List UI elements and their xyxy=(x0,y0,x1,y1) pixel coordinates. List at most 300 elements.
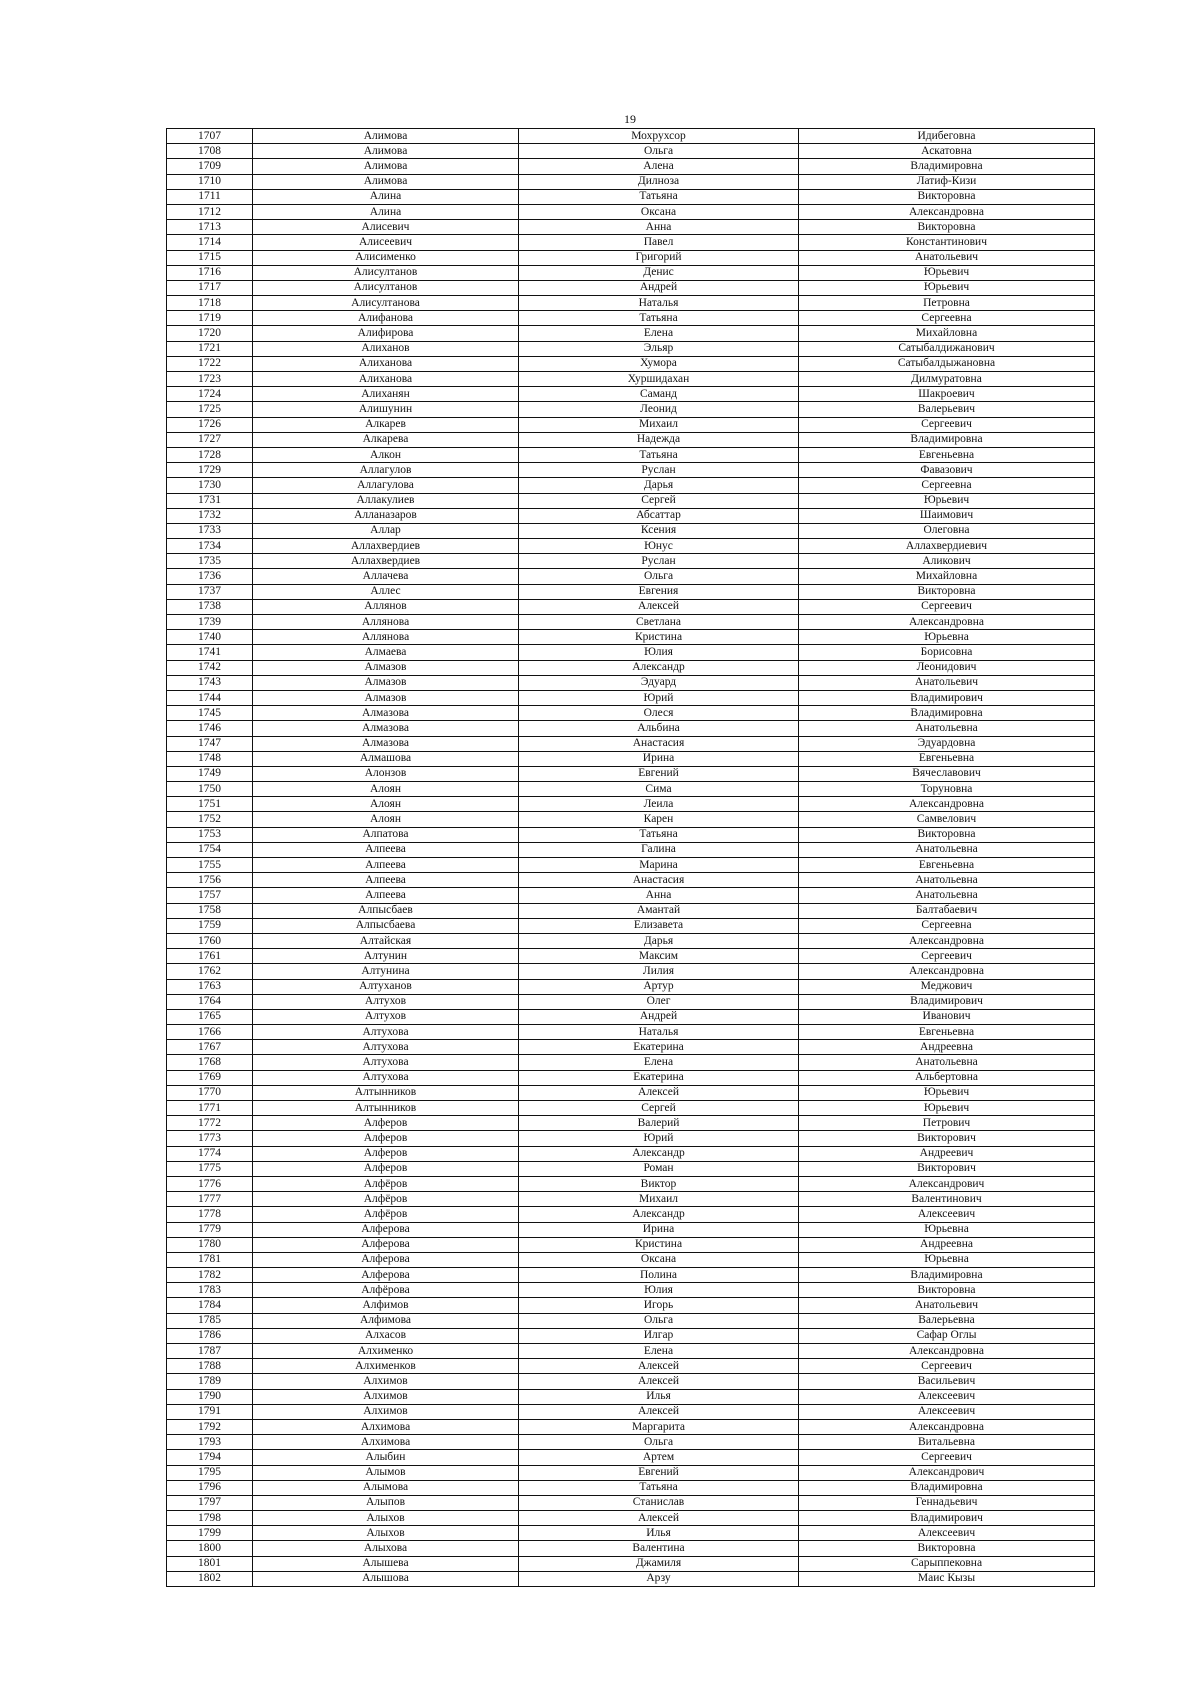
last-name-cell: Алланазаров xyxy=(253,508,519,523)
first-name-cell: Роман xyxy=(519,1161,799,1176)
last-name-cell: Алишунин xyxy=(253,402,519,417)
last-name-cell: Алферова xyxy=(253,1222,519,1237)
row-number-cell: 1732 xyxy=(167,508,253,523)
patronymic-cell: Анатольевна xyxy=(799,873,1095,888)
patronymic-cell: Александровна xyxy=(799,797,1095,812)
first-name-cell: Хуршидахан xyxy=(519,372,799,387)
patronymic-cell: Алексеевич xyxy=(799,1404,1095,1419)
table-row xyxy=(167,751,1095,766)
first-name-cell: Ольга xyxy=(519,144,799,159)
table-row xyxy=(167,1313,1095,1328)
table-row xyxy=(167,417,1095,432)
patronymic-cell: Викторович xyxy=(799,1161,1095,1176)
last-name-cell: Алферова xyxy=(253,1252,519,1267)
table-row xyxy=(167,1192,1095,1207)
last-name-cell: Алфёров xyxy=(253,1207,519,1222)
first-name-cell: Денис xyxy=(519,265,799,280)
row-number-cell: 1708 xyxy=(167,144,253,159)
first-name-cell: Полина xyxy=(519,1268,799,1283)
row-number-cell: 1759 xyxy=(167,918,253,933)
row-number-cell: 1720 xyxy=(167,326,253,341)
row-number-cell: 1753 xyxy=(167,827,253,842)
patronymic-cell: Юрьевич xyxy=(799,1085,1095,1100)
first-name-cell: Александр xyxy=(519,660,799,675)
last-name-cell: Алмазова xyxy=(253,736,519,751)
row-number-cell: 1778 xyxy=(167,1207,253,1222)
row-number-cell: 1800 xyxy=(167,1541,253,1556)
row-number-cell: 1779 xyxy=(167,1222,253,1237)
table-row xyxy=(167,797,1095,812)
row-number-cell: 1729 xyxy=(167,463,253,478)
registry-table xyxy=(166,128,1095,1587)
patronymic-cell: Аллахвердиевич xyxy=(799,539,1095,554)
first-name-cell: Маргарита xyxy=(519,1419,799,1434)
first-name-cell: Валерий xyxy=(519,1116,799,1131)
last-name-cell: Аллагулов xyxy=(253,463,519,478)
row-number-cell: 1765 xyxy=(167,1009,253,1024)
row-number-cell: 1719 xyxy=(167,311,253,326)
patronymic-cell: Самвелович xyxy=(799,812,1095,827)
table-row xyxy=(167,1541,1095,1556)
first-name-cell: Артем xyxy=(519,1450,799,1465)
table-row xyxy=(167,326,1095,341)
first-name-cell: Михаил xyxy=(519,1192,799,1207)
patronymic-cell: Анатольевич xyxy=(799,1298,1095,1313)
last-name-cell: Алыхов xyxy=(253,1511,519,1526)
row-number-cell: 1726 xyxy=(167,417,253,432)
last-name-cell: Алферова xyxy=(253,1237,519,1252)
table-row xyxy=(167,1571,1095,1586)
patronymic-cell: Анатольевич xyxy=(799,250,1095,265)
table-row xyxy=(167,554,1095,569)
last-name-cell: Алхимов xyxy=(253,1374,519,1389)
patronymic-cell: Торуновна xyxy=(799,782,1095,797)
first-name-cell: Альбина xyxy=(519,721,799,736)
last-name-cell: Алыхов xyxy=(253,1526,519,1541)
row-number-cell: 1770 xyxy=(167,1085,253,1100)
first-name-cell: Ольга xyxy=(519,569,799,584)
table-row xyxy=(167,766,1095,781)
patronymic-cell: Юрьевна xyxy=(799,630,1095,645)
table-row xyxy=(167,873,1095,888)
patronymic-cell: Владимировна xyxy=(799,432,1095,447)
row-number-cell: 1767 xyxy=(167,1040,253,1055)
table-row xyxy=(167,1480,1095,1495)
patronymic-cell: Сатыбалдыжановна xyxy=(799,356,1095,371)
last-name-cell: Алхасов xyxy=(253,1328,519,1343)
patronymic-cell: Леонидович xyxy=(799,660,1095,675)
table-row xyxy=(167,1419,1095,1434)
patronymic-cell: Сергеевич xyxy=(799,1359,1095,1374)
first-name-cell: Елена xyxy=(519,1055,799,1070)
table-row xyxy=(167,1298,1095,1313)
row-number-cell: 1715 xyxy=(167,250,253,265)
row-number-cell: 1761 xyxy=(167,949,253,964)
patronymic-cell: Сергеевич xyxy=(799,1450,1095,1465)
patronymic-cell: Андреевич xyxy=(799,1146,1095,1161)
table-row xyxy=(167,478,1095,493)
last-name-cell: Алоян xyxy=(253,797,519,812)
table-row xyxy=(167,508,1095,523)
last-name-cell: Алтухов xyxy=(253,994,519,1009)
row-number-cell: 1756 xyxy=(167,873,253,888)
patronymic-cell: Сергеевна xyxy=(799,311,1095,326)
patronymic-cell: Евгеньевна xyxy=(799,1025,1095,1040)
last-name-cell: Алоян xyxy=(253,782,519,797)
table-row xyxy=(167,1252,1095,1267)
row-number-cell: 1771 xyxy=(167,1101,253,1116)
first-name-cell: Наталья xyxy=(519,296,799,311)
first-name-cell: Татьяна xyxy=(519,827,799,842)
last-name-cell: Алферов xyxy=(253,1116,519,1131)
last-name-cell: Алимова xyxy=(253,174,519,189)
table-row xyxy=(167,1131,1095,1146)
patronymic-cell: Петровна xyxy=(799,296,1095,311)
row-number-cell: 1737 xyxy=(167,584,253,599)
table-row xyxy=(167,311,1095,326)
row-number-cell: 1802 xyxy=(167,1571,253,1586)
row-number-cell: 1745 xyxy=(167,706,253,721)
row-number-cell: 1712 xyxy=(167,204,253,219)
first-name-cell: Анастасия xyxy=(519,736,799,751)
row-number-cell: 1793 xyxy=(167,1435,253,1450)
table-row xyxy=(167,903,1095,918)
last-name-cell: Алхимов xyxy=(253,1404,519,1419)
table-row xyxy=(167,280,1095,295)
patronymic-cell: Аликович xyxy=(799,554,1095,569)
row-number-cell: 1776 xyxy=(167,1176,253,1191)
first-name-cell: Елизавета xyxy=(519,918,799,933)
row-number-cell: 1716 xyxy=(167,265,253,280)
first-name-cell: Анна xyxy=(519,220,799,235)
first-name-cell: Татьяна xyxy=(519,189,799,204)
last-name-cell: Алышова xyxy=(253,1571,519,1586)
table-row xyxy=(167,174,1095,189)
last-name-cell: Алиханов xyxy=(253,341,519,356)
last-name-cell: Алфёров xyxy=(253,1192,519,1207)
last-name-cell: Алтухов xyxy=(253,1009,519,1024)
patronymic-cell: Александровна xyxy=(799,1344,1095,1359)
last-name-cell: Алыпов xyxy=(253,1495,519,1510)
last-name-cell: Алимова xyxy=(253,159,519,174)
last-name-cell: Алисултанов xyxy=(253,265,519,280)
last-name-cell: Алтайская xyxy=(253,933,519,948)
row-number-cell: 1786 xyxy=(167,1328,253,1343)
first-name-cell: Дарья xyxy=(519,478,799,493)
table-row xyxy=(167,539,1095,554)
table-row xyxy=(167,1450,1095,1465)
table-row xyxy=(167,1025,1095,1040)
last-name-cell: Алфимов xyxy=(253,1298,519,1313)
page-number: 19 xyxy=(624,112,636,126)
first-name-cell: Екатерина xyxy=(519,1070,799,1085)
table-row xyxy=(167,296,1095,311)
table-row xyxy=(167,1344,1095,1359)
row-number-cell: 1734 xyxy=(167,539,253,554)
first-name-cell: Евгений xyxy=(519,1465,799,1480)
table-row xyxy=(167,660,1095,675)
last-name-cell: Алпеева xyxy=(253,842,519,857)
last-name-cell: Алмазова xyxy=(253,721,519,736)
patronymic-cell: Сергеевич xyxy=(799,599,1095,614)
first-name-cell: Мохрухсор xyxy=(519,129,799,144)
row-number-cell: 1741 xyxy=(167,645,253,660)
row-number-cell: 1707 xyxy=(167,129,253,144)
patronymic-cell: Евгеньевна xyxy=(799,751,1095,766)
table-row xyxy=(167,979,1095,994)
patronymic-cell: Анатольевна xyxy=(799,888,1095,903)
table-row xyxy=(167,447,1095,462)
patronymic-cell: Маис Кызы xyxy=(799,1571,1095,1586)
patronymic-cell: Геннадьевич xyxy=(799,1495,1095,1510)
table-row xyxy=(167,235,1095,250)
first-name-cell: Руслан xyxy=(519,463,799,478)
first-name-cell: Валентина xyxy=(519,1541,799,1556)
last-name-cell: Алыбин xyxy=(253,1450,519,1465)
table-row xyxy=(167,584,1095,599)
last-name-cell: Алферова xyxy=(253,1268,519,1283)
table-row xyxy=(167,827,1095,842)
first-name-cell: Артур xyxy=(519,979,799,994)
row-number-cell: 1730 xyxy=(167,478,253,493)
first-name-cell: Дилноза xyxy=(519,174,799,189)
patronymic-cell: Александрович xyxy=(799,1176,1095,1191)
patronymic-cell: Латиф-Кизи xyxy=(799,174,1095,189)
row-number-cell: 1797 xyxy=(167,1495,253,1510)
last-name-cell: Аллянова xyxy=(253,615,519,630)
last-name-cell: Алхимова xyxy=(253,1435,519,1450)
first-name-cell: Юлия xyxy=(519,645,799,660)
first-name-cell: Галина xyxy=(519,842,799,857)
table-row xyxy=(167,220,1095,235)
patronymic-cell: Александровна xyxy=(799,204,1095,219)
patronymic-cell: Юрьевич xyxy=(799,280,1095,295)
table-row xyxy=(167,1389,1095,1404)
row-number-cell: 1727 xyxy=(167,432,253,447)
patronymic-cell: Юрьевич xyxy=(799,265,1095,280)
patronymic-cell: Юрьевна xyxy=(799,1222,1095,1237)
patronymic-cell: Владимирович xyxy=(799,994,1095,1009)
first-name-cell: Александр xyxy=(519,1146,799,1161)
table-row xyxy=(167,1176,1095,1191)
last-name-cell: Алымов xyxy=(253,1465,519,1480)
row-number-cell: 1795 xyxy=(167,1465,253,1480)
last-name-cell: Алтуханов xyxy=(253,979,519,994)
last-name-cell: Аллакулиев xyxy=(253,493,519,508)
first-name-cell: Андрей xyxy=(519,280,799,295)
last-name-cell: Алтынников xyxy=(253,1085,519,1100)
row-number-cell: 1789 xyxy=(167,1374,253,1389)
patronymic-cell: Михайловна xyxy=(799,326,1095,341)
table-row xyxy=(167,493,1095,508)
patronymic-cell: Викторовна xyxy=(799,220,1095,235)
last-name-cell: Алмазов xyxy=(253,690,519,705)
row-number-cell: 1755 xyxy=(167,858,253,873)
first-name-cell: Ольга xyxy=(519,1313,799,1328)
patronymic-cell: Сергеевна xyxy=(799,918,1095,933)
last-name-cell: Алкарева xyxy=(253,432,519,447)
patronymic-cell: Сергеевна xyxy=(799,478,1095,493)
row-number-cell: 1728 xyxy=(167,447,253,462)
last-name-cell: Алимова xyxy=(253,144,519,159)
first-name-cell: Юнус xyxy=(519,539,799,554)
table-row xyxy=(167,387,1095,402)
first-name-cell: Татьяна xyxy=(519,311,799,326)
first-name-cell: Илья xyxy=(519,1526,799,1541)
last-name-cell: Алфёров xyxy=(253,1176,519,1191)
patronymic-cell: Андреевна xyxy=(799,1040,1095,1055)
table-row xyxy=(167,888,1095,903)
table-row xyxy=(167,706,1095,721)
row-number-cell: 1799 xyxy=(167,1526,253,1541)
table-row xyxy=(167,1116,1095,1131)
table-row xyxy=(167,1556,1095,1571)
first-name-cell: Светлана xyxy=(519,615,799,630)
last-name-cell: Алпеева xyxy=(253,873,519,888)
row-number-cell: 1711 xyxy=(167,189,253,204)
table-row xyxy=(167,1222,1095,1237)
patronymic-cell: Эдуардовна xyxy=(799,736,1095,751)
patronymic-cell: Владимировна xyxy=(799,1480,1095,1495)
row-number-cell: 1764 xyxy=(167,994,253,1009)
last-name-cell: Алфимова xyxy=(253,1313,519,1328)
patronymic-cell: Евгеньевна xyxy=(799,858,1095,873)
first-name-cell: Михаил xyxy=(519,417,799,432)
table-row xyxy=(167,812,1095,827)
patronymic-cell: Васильевич xyxy=(799,1374,1095,1389)
patronymic-cell: Викторовна xyxy=(799,189,1095,204)
row-number-cell: 1722 xyxy=(167,356,253,371)
last-name-cell: Аллахвердиев xyxy=(253,554,519,569)
first-name-cell: Саманд xyxy=(519,387,799,402)
first-name-cell: Максим xyxy=(519,949,799,964)
first-name-cell: Екатерина xyxy=(519,1040,799,1055)
first-name-cell: Арзу xyxy=(519,1571,799,1586)
last-name-cell: Алмазов xyxy=(253,675,519,690)
last-name-cell: Алпеева xyxy=(253,858,519,873)
first-name-cell: Алексей xyxy=(519,599,799,614)
table-row xyxy=(167,523,1095,538)
first-name-cell: Леила xyxy=(519,797,799,812)
table-row xyxy=(167,129,1095,144)
first-name-cell: Марина xyxy=(519,858,799,873)
first-name-cell: Руслан xyxy=(519,554,799,569)
patronymic-cell: Балтабаевич xyxy=(799,903,1095,918)
row-number-cell: 1772 xyxy=(167,1116,253,1131)
row-number-cell: 1739 xyxy=(167,615,253,630)
table-row xyxy=(167,842,1095,857)
row-number-cell: 1783 xyxy=(167,1283,253,1298)
last-name-cell: Алиханова xyxy=(253,356,519,371)
first-name-cell: Евгения xyxy=(519,584,799,599)
patronymic-cell: Михайловна xyxy=(799,569,1095,584)
last-name-cell: Алтухова xyxy=(253,1055,519,1070)
first-name-cell: Елена xyxy=(519,326,799,341)
table-row xyxy=(167,1328,1095,1343)
last-name-cell: Аллянова xyxy=(253,630,519,645)
first-name-cell: Алексей xyxy=(519,1359,799,1374)
patronymic-cell: Сафар Оглы xyxy=(799,1328,1095,1343)
last-name-cell: Алтунина xyxy=(253,964,519,979)
patronymic-cell: Алексеевич xyxy=(799,1389,1095,1404)
row-number-cell: 1721 xyxy=(167,341,253,356)
row-number-cell: 1736 xyxy=(167,569,253,584)
patronymic-cell: Андреевна xyxy=(799,1237,1095,1252)
first-name-cell: Юлия xyxy=(519,1283,799,1298)
first-name-cell: Татьяна xyxy=(519,447,799,462)
row-number-cell: 1713 xyxy=(167,220,253,235)
table-row xyxy=(167,645,1095,660)
row-number-cell: 1801 xyxy=(167,1556,253,1571)
first-name-cell: Амантай xyxy=(519,903,799,918)
patronymic-cell: Идибеговна xyxy=(799,129,1095,144)
table-row xyxy=(167,402,1095,417)
table-row xyxy=(167,1161,1095,1176)
patronymic-cell: Дилмуратовна xyxy=(799,372,1095,387)
row-number-cell: 1748 xyxy=(167,751,253,766)
first-name-cell: Эльяр xyxy=(519,341,799,356)
last-name-cell: Алхимов xyxy=(253,1389,519,1404)
row-number-cell: 1787 xyxy=(167,1344,253,1359)
row-number-cell: 1791 xyxy=(167,1404,253,1419)
row-number-cell: 1796 xyxy=(167,1480,253,1495)
patronymic-cell: Сатыбалдижанович xyxy=(799,341,1095,356)
first-name-cell: Ольга xyxy=(519,1435,799,1450)
last-name-cell: Алина xyxy=(253,189,519,204)
row-number-cell: 1731 xyxy=(167,493,253,508)
first-name-cell: Алексей xyxy=(519,1404,799,1419)
table-row xyxy=(167,569,1095,584)
row-number-cell: 1749 xyxy=(167,766,253,781)
table-row xyxy=(167,250,1095,265)
table-row xyxy=(167,721,1095,736)
first-name-cell: Дарья xyxy=(519,933,799,948)
first-name-cell: Хумора xyxy=(519,356,799,371)
row-number-cell: 1758 xyxy=(167,903,253,918)
table-row xyxy=(167,994,1095,1009)
last-name-cell: Алтухова xyxy=(253,1040,519,1055)
table-row xyxy=(167,1268,1095,1283)
last-name-cell: Алисевич xyxy=(253,220,519,235)
first-name-cell: Джамиля xyxy=(519,1556,799,1571)
last-name-cell: Алиханян xyxy=(253,387,519,402)
patronymic-cell: Петрович xyxy=(799,1116,1095,1131)
table-row xyxy=(167,341,1095,356)
table-row xyxy=(167,599,1095,614)
row-number-cell: 1773 xyxy=(167,1131,253,1146)
first-name-cell: Игорь xyxy=(519,1298,799,1313)
last-name-cell: Аллахвердиев xyxy=(253,539,519,554)
table-row xyxy=(167,1435,1095,1450)
row-number-cell: 1714 xyxy=(167,235,253,250)
last-name-cell: Алина xyxy=(253,204,519,219)
last-name-cell: Алпысбаев xyxy=(253,903,519,918)
patronymic-cell: Александровна xyxy=(799,615,1095,630)
row-number-cell: 1768 xyxy=(167,1055,253,1070)
table-row xyxy=(167,1495,1095,1510)
table-row xyxy=(167,1237,1095,1252)
last-name-cell: Аллачева xyxy=(253,569,519,584)
row-number-cell: 1725 xyxy=(167,402,253,417)
patronymic-cell: Владимирович xyxy=(799,1511,1095,1526)
table-row xyxy=(167,356,1095,371)
row-number-cell: 1718 xyxy=(167,296,253,311)
patronymic-cell: Шаимович xyxy=(799,508,1095,523)
last-name-cell: Алпеева xyxy=(253,888,519,903)
row-number-cell: 1717 xyxy=(167,280,253,295)
first-name-cell: Эдуард xyxy=(519,675,799,690)
row-number-cell: 1774 xyxy=(167,1146,253,1161)
